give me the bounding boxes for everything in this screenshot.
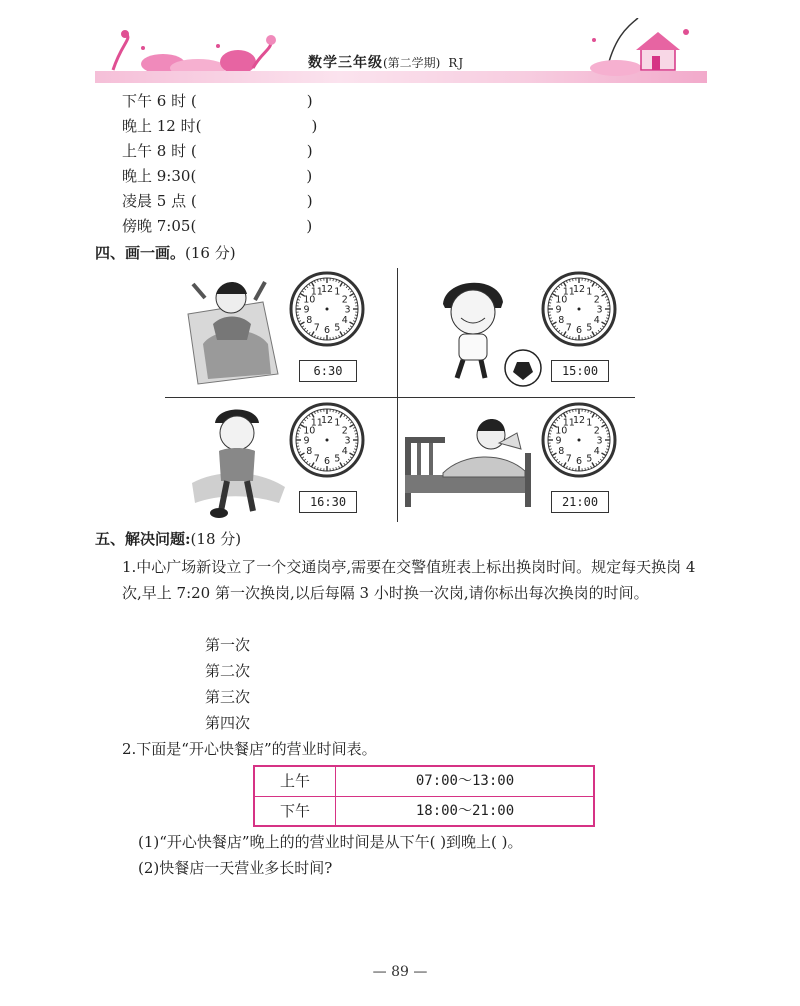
- conversion-label: 晚上 12 时(: [122, 117, 202, 135]
- clock-number: 2: [341, 425, 348, 437]
- clock-number: 8: [558, 445, 565, 457]
- clock-number: 5: [586, 453, 593, 465]
- page-number: — 89 —: [372, 964, 428, 980]
- section-4-title: 四、画一画。: [95, 244, 186, 262]
- conversion-label: 晚上 9:30(: [122, 167, 197, 185]
- clock-number: 12: [572, 284, 586, 295]
- clock-number: 2: [593, 294, 600, 306]
- section-5-title: 五、解决问题:: [95, 530, 191, 548]
- clock-cell-4: [403, 399, 635, 525]
- time-label: 15:00: [551, 360, 609, 382]
- clock-number: 6: [323, 325, 331, 336]
- clock-number: 3: [596, 304, 603, 316]
- clock-number: 9: [555, 304, 562, 316]
- shift-slot-1[interactable]: 第一次: [205, 636, 251, 654]
- clock-number: 2: [593, 425, 600, 437]
- conversion-close: ): [306, 192, 313, 210]
- clock-number: 12: [320, 415, 334, 426]
- house-decoration: [586, 18, 701, 78]
- clock-number: 7: [313, 322, 320, 334]
- conversion-item-6: [122, 215, 312, 236]
- clock-number: 12: [572, 415, 586, 426]
- business-hours-table: [253, 765, 595, 827]
- clock-number: 3: [596, 435, 603, 447]
- sleeping-child-illustration: [403, 413, 533, 519]
- time-label: 6:30: [299, 360, 357, 382]
- section-5-points: (18 分): [190, 530, 242, 548]
- conversion-label: 傍晚 7:05(: [122, 217, 197, 235]
- book-edition: RJ: [448, 56, 465, 70]
- clock-number: 1: [334, 417, 341, 429]
- clock-number: 8: [558, 314, 565, 326]
- clock-number: 7: [565, 322, 572, 334]
- shift-slot-2[interactable]: 第二次: [205, 662, 251, 680]
- conversion-close: ): [306, 167, 313, 185]
- time-label: 16:30: [299, 491, 357, 513]
- conversion-item-1: [122, 90, 313, 111]
- grid-divider-horizontal: [165, 397, 635, 398]
- blank-clock-face[interactable]: [541, 271, 617, 347]
- hours-cell: 18:00～21:00: [415, 803, 515, 819]
- waking-child-illustration: [183, 274, 283, 390]
- clock-number: 9: [303, 435, 310, 447]
- clock-number: 10: [303, 294, 316, 306]
- conversion-label: 凌晨 5 点 (: [122, 192, 197, 210]
- conversion-item-5: [122, 190, 313, 211]
- conversion-close: ): [306, 142, 313, 160]
- clock-number: 9: [555, 435, 562, 447]
- question-2-sub-2: (2)快餐店一天营业多长时间?: [138, 859, 333, 877]
- table-row: [255, 767, 593, 796]
- clock-cell-2: [403, 268, 635, 394]
- blank-clock-face[interactable]: [289, 271, 365, 347]
- clock-number: 4: [341, 314, 348, 326]
- clock-number: 1: [586, 286, 593, 298]
- section-4-heading: [95, 242, 236, 263]
- clock-number: 1: [586, 417, 593, 429]
- clock-number: 5: [334, 322, 341, 334]
- question-2-sub-1: (1)“开心快餐店”晚上的的营业时间是从下午( )到晚上( )。: [138, 833, 523, 851]
- clock-number: 4: [593, 445, 600, 457]
- conversion-item-3: [122, 140, 313, 161]
- period-cell: 上午: [255, 767, 336, 796]
- clock-number: 8: [306, 445, 313, 457]
- clock-number: 11: [310, 417, 323, 429]
- hours-cell: 07:00～13:00: [415, 773, 515, 789]
- section-4-points: (16 分): [185, 244, 236, 262]
- conversion-item-2: [122, 115, 317, 136]
- blank-clock-face[interactable]: [541, 402, 617, 478]
- clock-number: 10: [555, 425, 568, 437]
- clock-number: 1: [334, 286, 341, 298]
- clock-number: 4: [593, 314, 600, 326]
- shift-slot-3[interactable]: 第三次: [205, 688, 251, 706]
- clock-number: 6: [575, 325, 583, 336]
- section-5-heading: [95, 528, 241, 549]
- conversion-close: ): [306, 92, 313, 110]
- clock-number: 11: [310, 286, 323, 298]
- clock-number: 11: [562, 286, 575, 298]
- clock-number: 3: [344, 304, 351, 316]
- page-header: [95, 18, 707, 84]
- book-title-main: 数学三年级: [308, 55, 383, 71]
- clock-cell-3: [165, 399, 397, 525]
- shift-slot-4[interactable]: 第四次: [205, 714, 251, 732]
- clock-number: 4: [341, 445, 348, 457]
- clock-number: 7: [313, 453, 320, 465]
- clock-number: 9: [303, 304, 310, 316]
- clock-number: 11: [562, 417, 575, 429]
- clock-number: 10: [555, 294, 568, 306]
- clock-number: 6: [323, 456, 331, 467]
- clock-number: 5: [334, 453, 341, 465]
- walking-child-illustration: [187, 403, 287, 521]
- period-cell: 下午: [255, 797, 336, 826]
- table-row: [255, 796, 593, 826]
- clock-number: 5: [586, 322, 593, 334]
- clock-number: 3: [344, 435, 351, 447]
- conversion-item-4: [122, 165, 312, 186]
- clock-number: 12: [320, 284, 334, 295]
- time-label: 21:00: [551, 491, 609, 513]
- clock-number: 2: [341, 294, 348, 306]
- blank-clock-face[interactable]: [289, 402, 365, 478]
- conversion-close: ): [306, 217, 313, 235]
- clock-drawing-grid: [165, 268, 635, 522]
- conversion-close: ): [311, 117, 318, 135]
- conversion-label: 下午 6 时 (: [122, 92, 197, 110]
- clock-number: 6: [575, 456, 583, 467]
- clock-number: 8: [306, 314, 313, 326]
- clock-number: 7: [565, 453, 572, 465]
- clock-cell-1: [165, 268, 397, 394]
- clock-number: 10: [303, 425, 316, 437]
- question-2-intro: 2.下面是“开心快餐店”的营业时间表。: [122, 740, 377, 758]
- grid-divider-vertical: [397, 268, 398, 522]
- conversion-label: 上午 8 时 (: [122, 142, 197, 160]
- book-semester: (第二学期): [383, 56, 441, 70]
- book-title: [308, 52, 464, 72]
- question-1-text: 1.中心广场新设立了一个交通岗亭,需要在交警值班表上标出换岗时间。规定每天换岗 4 次,早上 7:20 第一次换岗,以后每隔 3 小时换一次岗,请你标出每次换岗的时间。: [122, 558, 696, 602]
- soccer-child-illustration: [423, 274, 543, 390]
